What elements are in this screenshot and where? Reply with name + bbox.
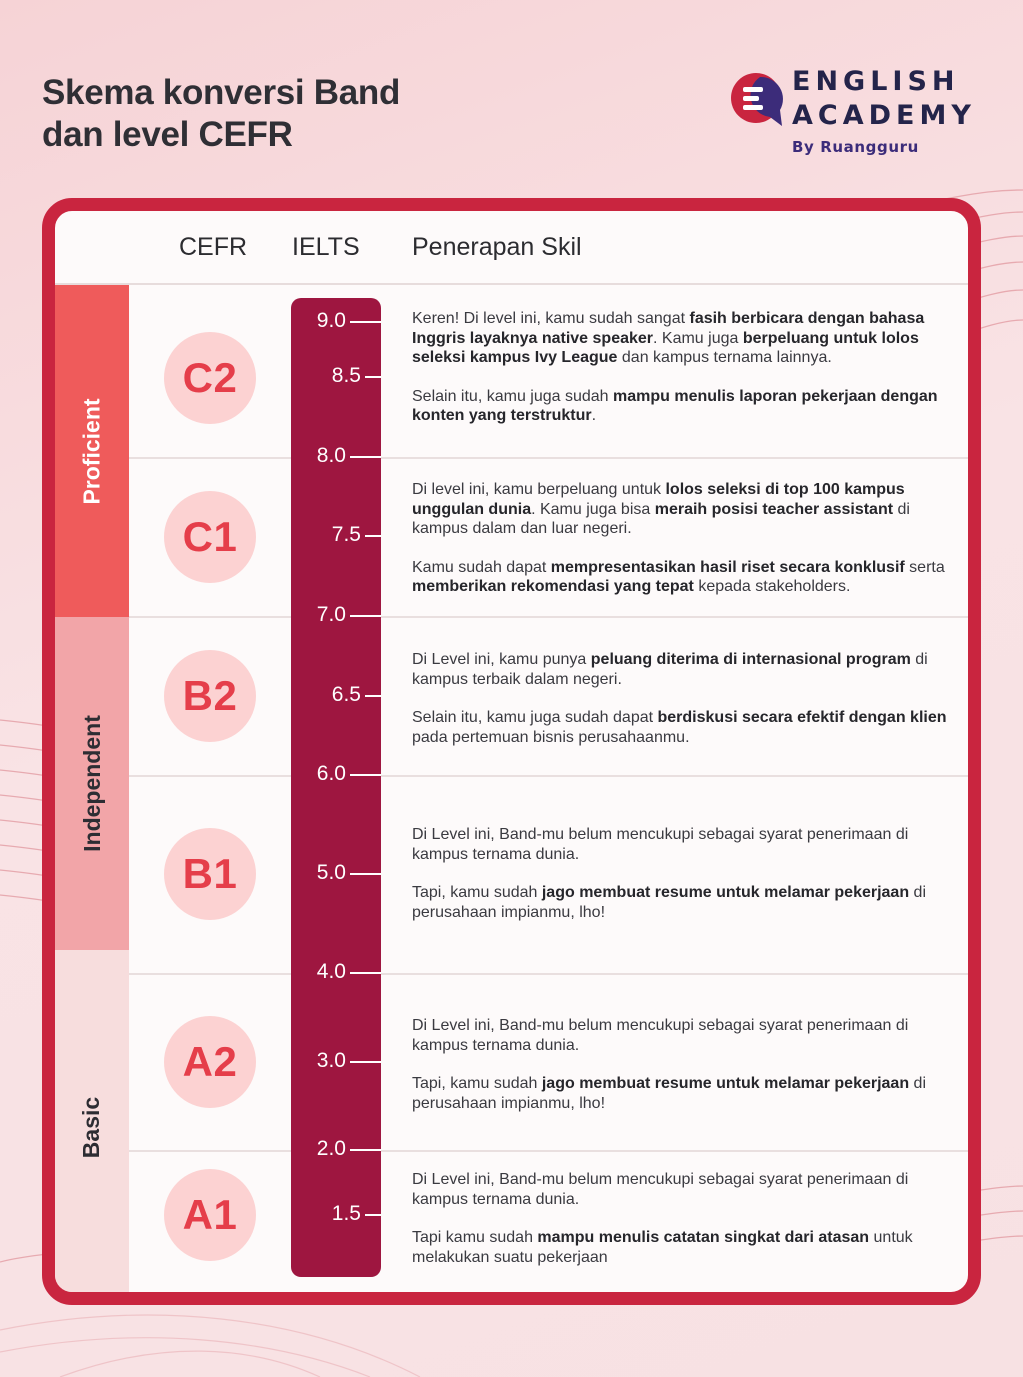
emphasis-text: berpeluang untuk lolos seleksi kampus Ivy League [412,329,919,366]
emphasis-text: mampu menulis catatan singkat dari atasan [537,1229,870,1246]
row-divider [129,457,968,459]
skill-paragraph: Tapi kamu sudah mampu menulis catatan singkat dari atasan untuk melakukan suatu pekerjaan [412,1229,913,1266]
row-divider [129,1150,968,1152]
group-proficient [55,285,129,617]
ielts-tick-label: 6.5 [331,683,361,706]
skill-paragraph: Tapi, kamu sudah jago membuat resume untuk melamar pekerjaan di perusahaan impianmu, lho! [412,1075,927,1112]
ielts-tick-label: 8.5 [331,364,361,387]
skill-description-b2 [412,650,947,766]
skill-paragraph: Di Level ini, Band-mu belum mencukupi sebagai syarat penerimaan di kampus ternama dunia. [412,1171,909,1208]
emphasis-text: meraih posisi teacher assistant [654,500,894,518]
skill-paragraph: Keren! Di level ini, kamu sudah sangat fasih berbicara dengan bahasa Inggris layaknya native speaker. Kamu juga berpeluang untuk lolos seleksi kampus Ivy League dan kampus ternama lainnya. [412,310,925,366]
emphasis-text: jago membuat resume untuk melamar pekerjaan [541,1075,910,1092]
skill-description-c2 [412,309,947,445]
logo-text-english: ENGLISH [792,66,960,97]
skill-paragraph: Tapi, kamu sudah jago membuat resume untuk melamar pekerjaan di perusahaan impianmu, lho! [412,884,927,921]
skill-description-a1 [412,1170,947,1286]
ielts-tick-label: 7.0 [316,603,346,626]
ielts-tick-label: 1.5 [331,1202,361,1225]
skill-paragraph: Kamu sudah dapat mempresentasikan hasil riset secara konklusif serta memberikan rekomendasi yang tepat kepada stakeholders. [412,558,945,595]
logo-text-academy: ACADEMY [792,100,976,131]
cefr-badge-c1: C1 [164,491,256,583]
emphasis-text: lolos seleksi di top 100 kampus unggulan dunia [412,481,905,518]
logo-byline: By Ruangguru [792,138,919,156]
group-basic [55,950,129,1305]
ielts-band-scale [291,298,381,1277]
row-divider [129,775,968,777]
skill-paragraph: Selain itu, kamu juga sudah mampu menulis laporan pekerjaan dengan konten yang terstruktur. [412,387,938,424]
group-label: Basic [78,1096,105,1159]
skill-paragraph: Di Level ini, Band-mu belum mencukupi sebagai syarat penerimaan di kampus ternama dunia. [412,1017,909,1054]
cefr-conversion-table [42,198,981,1305]
skill-description-a2 [412,1016,947,1132]
table-header [55,211,968,285]
emphasis-text: jago membuat resume untuk melamar pekerjaan [541,884,910,901]
column-header-skill: Penerapan Skil [412,233,582,261]
ielts-tick-label: 7.5 [331,523,361,546]
cefr-badge-c2: C2 [164,332,256,424]
ielts-tick-label: 6.0 [316,762,346,785]
ielts-tick-label: 5.0 [316,861,346,884]
page-title [42,72,462,156]
ielts-tick-label: 3.0 [316,1049,346,1072]
skill-paragraph: Di Level ini, kamu punya peluang diterima di internasional program di kampus terbaik dalam negeri. [412,651,928,688]
title-line-1: Skema konversi Band [42,73,401,112]
emphasis-text: fasih berbicara dengan bahasa Inggris layaknya native speaker [412,310,925,347]
ielts-tick-label: 9.0 [316,309,346,332]
row-divider [129,973,968,975]
skill-description-c1 [412,480,947,616]
chat-bubble-logo-icon [730,70,786,132]
group-independent [55,617,129,950]
emphasis-text: memberikan rekomendasi yang tepat [412,578,694,595]
column-header-ielts: IELTS [292,233,360,261]
cefr-badge-a2: A2 [164,1016,256,1108]
cefr-badge-a1: A1 [164,1169,256,1261]
skill-description-b1 [412,825,947,941]
skill-paragraph: Selain itu, kamu juga sudah dapat berdiskusi secara efektif dengan klien pada pertemuan bisnis perusahaanmu. [412,709,947,746]
row-divider [129,616,968,618]
emphasis-text: mampu menulis laporan pekerjaan dengan konten yang terstruktur [412,387,938,424]
emphasis-text: peluang diterima di internasional program [590,651,911,668]
ielts-tick-label: 4.0 [316,960,346,983]
ielts-tick-label: 8.0 [316,444,346,467]
english-academy-logo [730,66,990,162]
column-header-cefr: CEFR [179,233,248,261]
skill-paragraph: Di level ini, kamu berpeluang untuk lolos seleksi di top 100 kampus unggulan dunia. Kamu juga bisa meraih posisi teacher assistant di kampus dalam dan luar negeri. [412,481,910,537]
skill-paragraph: Di Level ini, Band-mu belum mencukupi sebagai syarat penerimaan di kampus ternama dunia. [412,826,909,863]
group-label: Independent [78,715,105,852]
ielts-tick-label: 2.0 [316,1137,346,1160]
emphasis-text: mempresentasikan hasil riset secara konklusif [550,558,905,576]
cefr-badge-b1: B1 [164,828,256,920]
title-line-2: dan level CEFR [42,115,293,154]
group-label: Proficient [78,397,105,505]
emphasis-text: berdiskusi secara efektif dengan klien [657,709,947,726]
cefr-badge-b2: B2 [164,650,256,742]
